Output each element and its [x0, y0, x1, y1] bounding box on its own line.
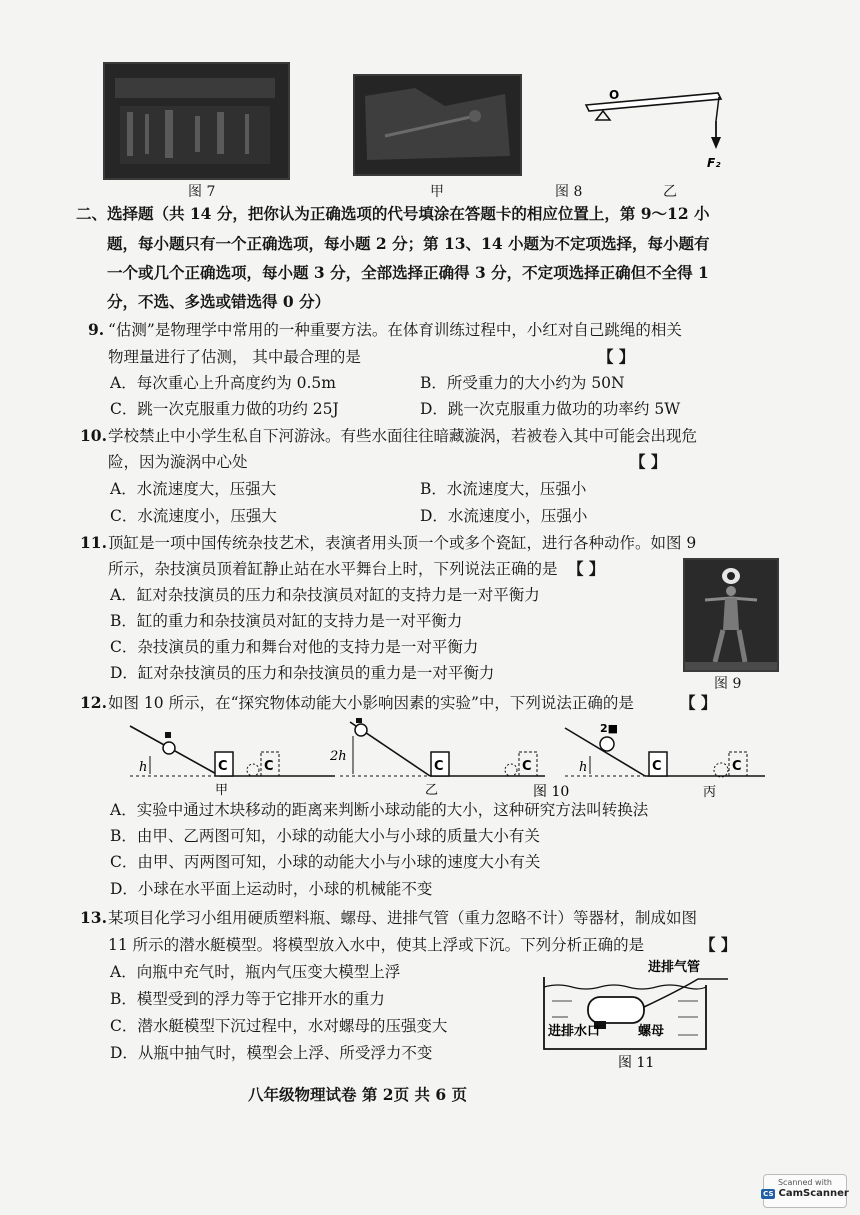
q10-option-c: C．水流速度小，压强大	[110, 507, 277, 525]
section2-line4: 分，不选、多选或错选得 0 分）	[107, 292, 331, 311]
fulcrum-icon	[596, 111, 610, 120]
q12-option-b: B．由甲、乙两图可知，小球的动能大小与小球的质量大小有关	[110, 827, 540, 845]
fig7-caption: 图 7	[188, 184, 216, 200]
fig7-photo	[103, 62, 290, 180]
fig10-yi-label: 乙	[425, 783, 439, 798]
fig11-pipe-label: 进排气管	[648, 960, 701, 975]
section2-line3: 一个或几个正确选项，每小题 3 分，全部选择正确得 3 分，不定项选择正确但不全得 1	[107, 263, 709, 282]
fig10-block-3: C	[652, 759, 662, 774]
q12-option-a: A．实验中通过木块移动的距离来判断小球动能的大小，这种研究方法叫转换法	[110, 801, 649, 819]
fig9-image	[685, 560, 777, 670]
fig10-block-2b: C	[522, 759, 532, 774]
watermark-line1: Scanned with	[777, 1178, 833, 1187]
q13-option-d: D．从瓶中抽气时，模型会上浮、所受浮力不变	[110, 1044, 433, 1062]
q13-option-c: C．潜水艇模型下沉过程中，水对螺母的压强变大	[110, 1017, 448, 1035]
fig10-block-2: C	[434, 759, 444, 774]
fig7-image	[105, 64, 288, 178]
fig10-bing	[565, 722, 765, 777]
q10-option-b: B．水流速度大，压强小	[420, 480, 587, 498]
q10-line2: 险，因为漩涡中心处	[108, 453, 248, 471]
q12-number: 12.	[80, 693, 107, 712]
q11-line1: 顶缸是一项中国传统杂技艺术，表演者用头顶一个或多个瓷缸，进行各种动作。如图 9	[108, 534, 697, 552]
q11-option-a: A．缸对杂技演员的压力和杂技演员对缸的支持力是一对平衡力	[110, 586, 540, 604]
q9-line1: “估测”是物理学中常用的一种重要方法。在体育训练过程中，小红对自己跳绳的相关	[108, 321, 682, 339]
fig11-caption: 图 11	[618, 1055, 655, 1070]
fig9-photo	[683, 558, 779, 672]
q13-line1: 某项目化学习小组用硬质塑料瓶、螺母、进排气管（重力忽略不计）等器材，制成如图	[108, 909, 698, 927]
q11-option-b: B．缸的重力和杂技演员对缸的支持力是一对平衡力	[110, 612, 463, 630]
watermark-brand: CamScanner	[778, 1188, 849, 1199]
q11-option-c: C．杂技演员的重力和舞台对他的支持力是一对平衡力	[110, 638, 479, 656]
q9-number: 9.	[88, 320, 105, 339]
fig10-h1-label: h	[139, 760, 148, 775]
arrow-down-icon	[711, 137, 721, 149]
q13-number: 13.	[80, 908, 107, 927]
fig10-bing-label: 丙	[703, 785, 717, 798]
fig11-bottle	[588, 997, 644, 1023]
section2-line2: 题，每小题只有一个正确选项，每小题 2 分；第 13、14 小题为不定项选择，每小题有	[107, 234, 710, 253]
fig11-nut-label: 螺母	[638, 1024, 665, 1039]
q10-line1: 学校禁止中小学生私自下河游泳。有些水面往往暗藏漩涡，若被卷入其中可能会出现危	[108, 427, 698, 445]
camscanner-watermark	[763, 1174, 847, 1208]
fig8-jia-image	[355, 76, 520, 174]
q12-option-c: C．由甲、丙两图可知，小球的动能大小与小球的速度大小有关	[110, 853, 541, 871]
fig8-jia-label: 甲	[430, 184, 444, 200]
fig10-h3-label: h	[579, 760, 588, 775]
q9-option-b: B．所受重力的大小约为 50N	[420, 374, 625, 392]
q13-answer-bracket: 【 】	[700, 935, 737, 954]
lever-o-label: O	[609, 88, 620, 102]
q10-answer-bracket: 【 】	[630, 452, 667, 471]
q9-option-a: A．每次重心上升高度约为 0.5m	[110, 374, 336, 392]
q11-number: 11.	[80, 533, 107, 552]
q9-option-c: C．跳一次克服重力做的功约 25J	[110, 400, 339, 418]
q9-answer-bracket: 【 】	[598, 347, 635, 366]
q10-option-d: D．水流速度小，压强小	[420, 507, 588, 525]
fig10-jia	[130, 726, 335, 776]
q12-line1: 如图 10 所示，在“探究物体动能大小影响因素的实验”中，下列说法正确的是	[108, 694, 634, 712]
q13-option-a: A．向瓶中充气时，瓶内气压变大模型上浮	[110, 963, 401, 981]
fig8-caption: 图 8	[555, 184, 583, 200]
q11-line2: 所示，杂技演员顶着缸静止站在水平舞台上时，下列说法正确的是	[108, 560, 558, 578]
fig10-yi	[329, 718, 545, 776]
fig11-diagram	[538, 955, 738, 1070]
q9-option-d: D．跳一次克服重力做功的功率约 5W	[420, 400, 681, 418]
fig10-mass2-label: 2■	[600, 722, 619, 735]
q10-number: 10.	[80, 426, 107, 445]
q10-option-a: A．水流速度大，压强大	[110, 480, 277, 498]
fig8-yi-label: 乙	[663, 184, 677, 200]
fig11-pipe	[644, 979, 728, 1007]
q13-option-b: B．模型受到的浮力等于它排开水的重力	[110, 990, 385, 1008]
q11-answer-bracket: 【 】	[568, 559, 605, 578]
q9-line2: 物理量进行了估测， 其中最合理的是	[108, 348, 361, 366]
fig10-block-1b: C	[264, 759, 274, 774]
lever-f2-label: F₂	[707, 156, 721, 170]
q13-line2: 11 所示的潜水艇模型。将模型放入水中，使其上浮或下沉。下列分析正确的是	[108, 936, 645, 954]
fig10-h2-label: 2h	[330, 749, 347, 764]
fig8-jia-photo	[353, 74, 522, 176]
fig9-caption: 图 9	[714, 676, 742, 692]
page-footer: 八年级物理试卷 第 2页 共 6 页	[248, 1085, 468, 1104]
fig10-jia-label: 甲	[215, 783, 229, 798]
section2-line1: 二、选择题（共 14 分，把你认为正确选项的代号填涂在答题卡的相应位置上，第 9～12 小	[76, 204, 710, 223]
q11-option-d: D．缸对杂技演员的压力和杂技演员的重力是一对平衡力	[110, 664, 495, 682]
camscanner-logo-icon: CS	[763, 1189, 774, 1198]
fig10-diagram	[125, 718, 785, 798]
q12-answer-bracket: 【 】	[680, 693, 717, 712]
fig10-block-3b: C	[732, 759, 742, 774]
q12-option-d: D．小球在水平面上运动时，小球的机械能不变	[110, 880, 433, 898]
lever-diagram	[583, 85, 733, 175]
fig10-caption: 图 10	[533, 784, 570, 798]
fig10-block-1: C	[218, 759, 228, 774]
fig11-inlet-label: 进排水口	[548, 1024, 601, 1039]
